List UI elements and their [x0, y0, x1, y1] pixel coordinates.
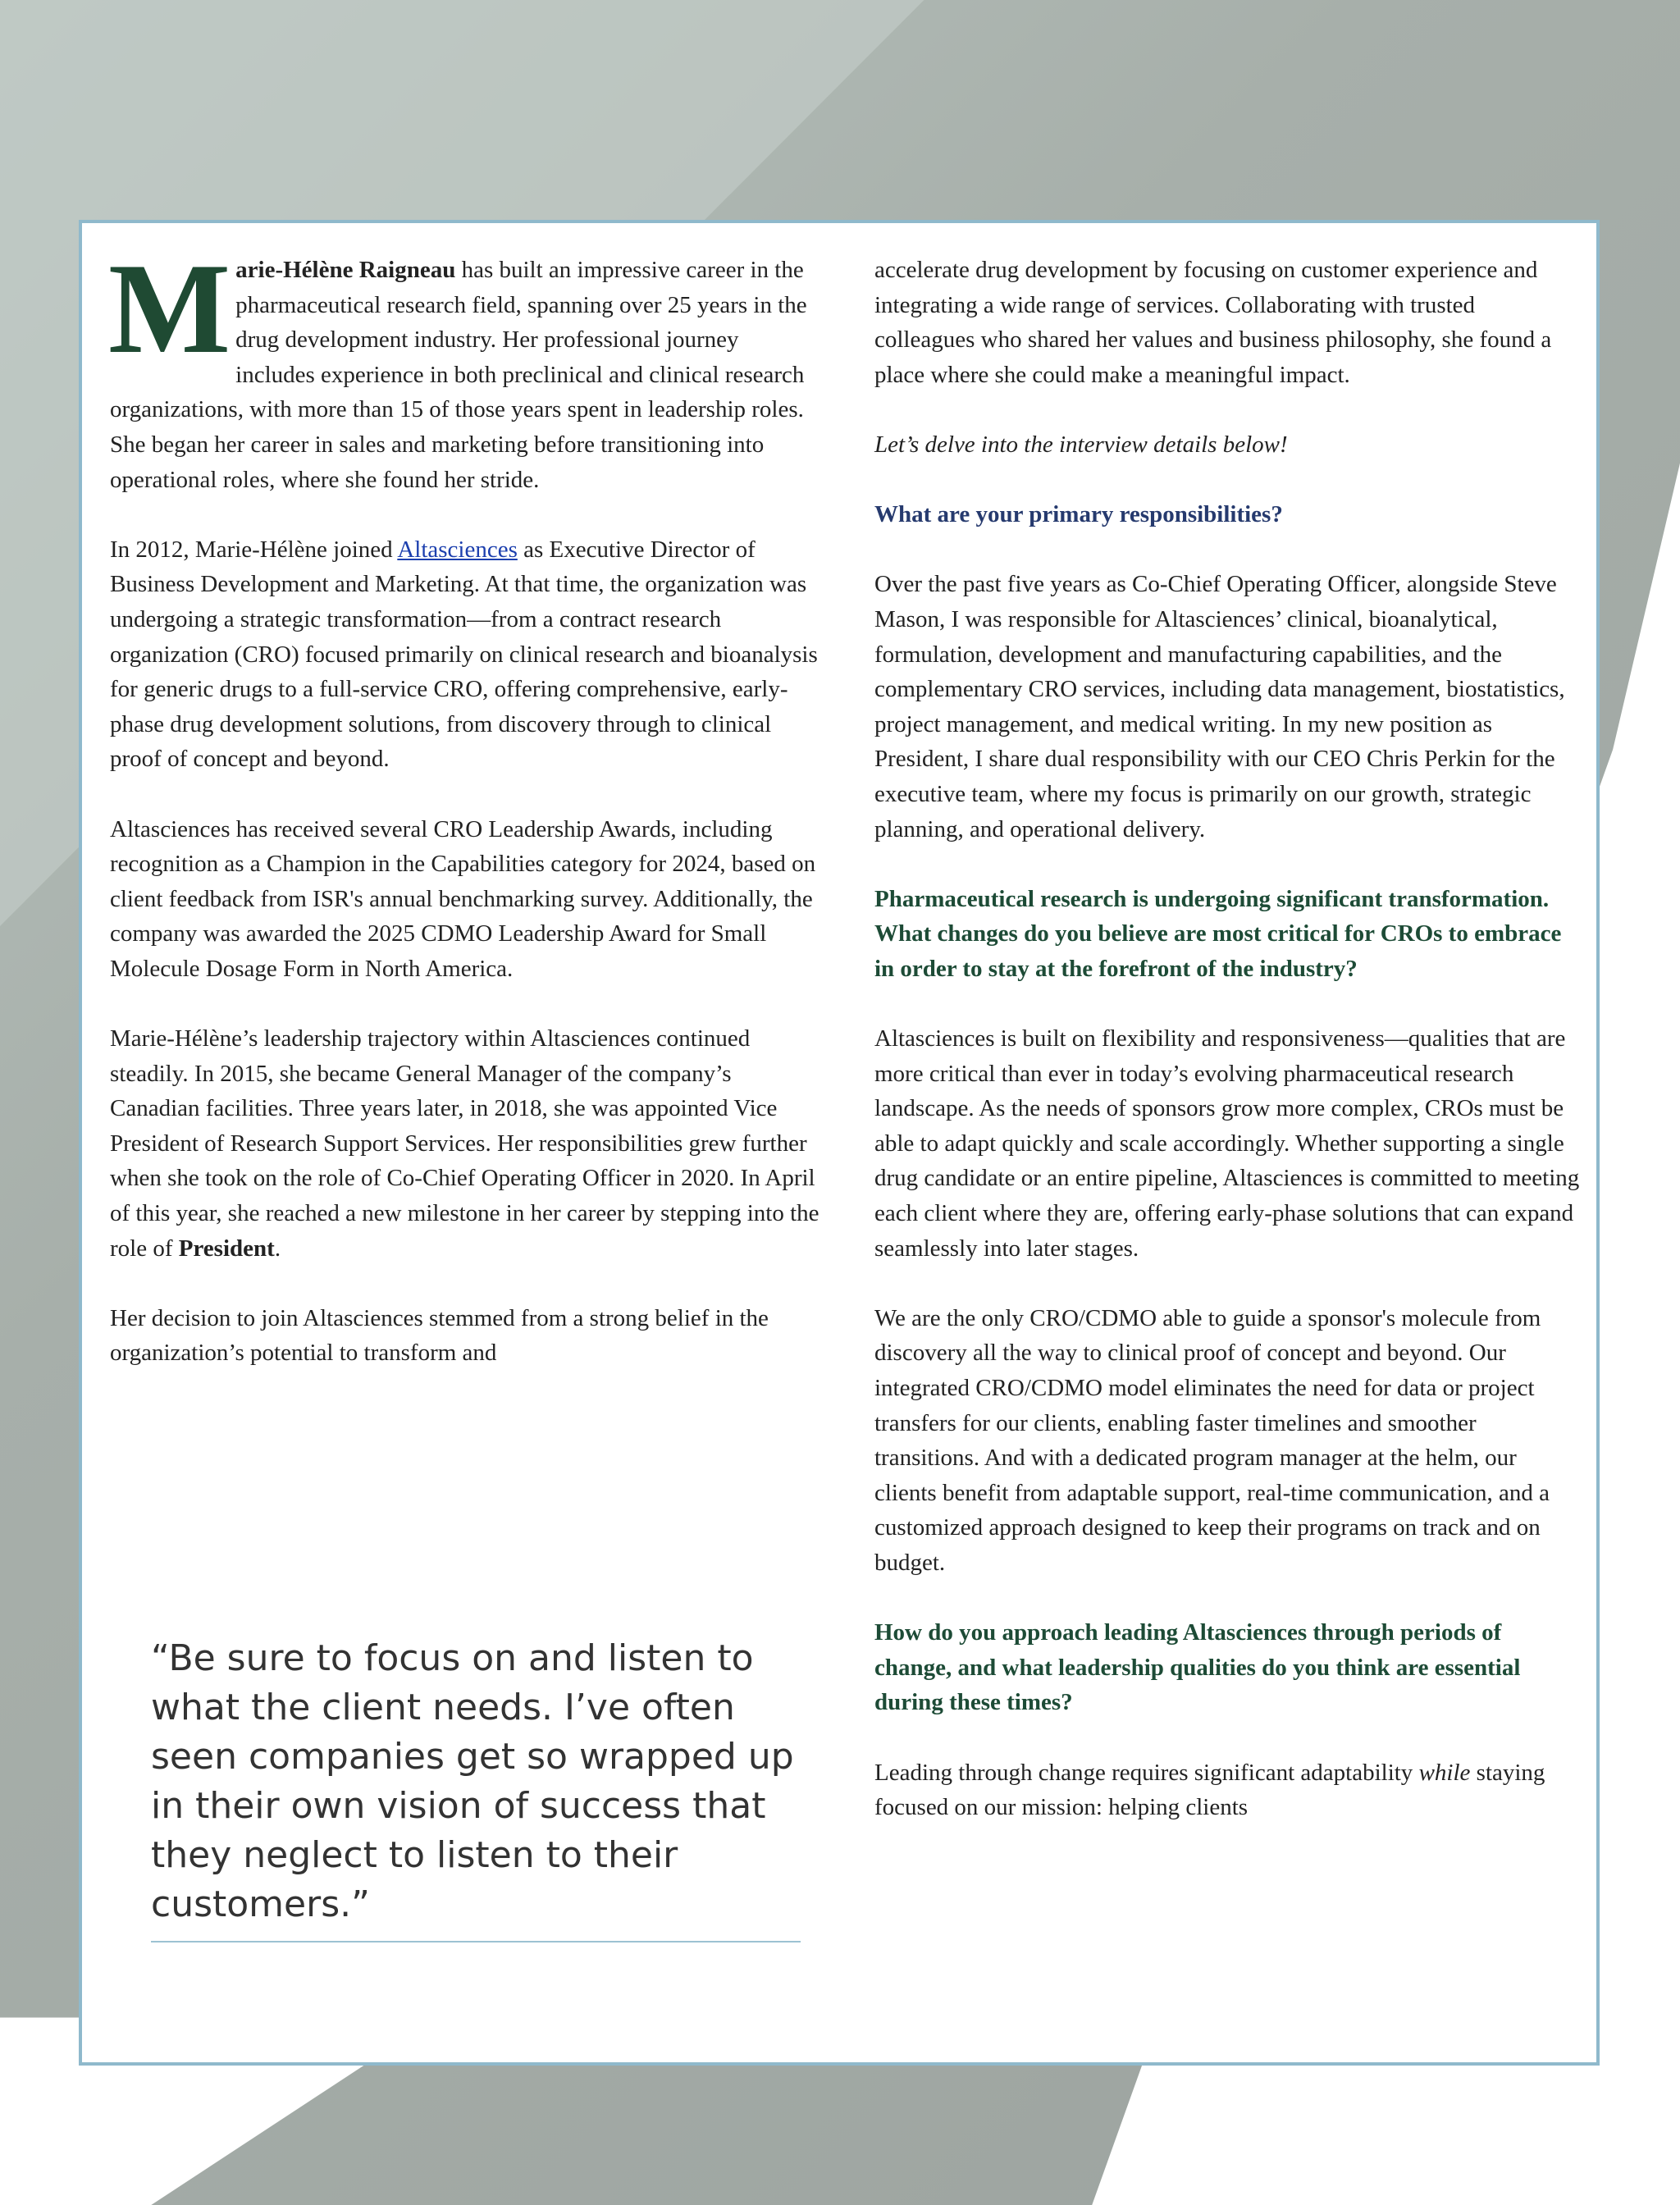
paragraph-trajectory-post: .: [274, 1235, 281, 1262]
answer-leadership: [874, 1755, 1580, 1825]
article-card: [79, 220, 1600, 2066]
paragraph-trajectory: [110, 1021, 820, 1266]
answer-leadership-italic: while: [1418, 1759, 1471, 1786]
right-column: [874, 253, 1580, 1860]
paragraph-joined: [110, 532, 820, 777]
answer-leadership-pre: Leading through change requires significant adaptability: [874, 1759, 1419, 1786]
paragraph-continued: accelerate drug development by focusing on customer experience and integrating a wide range of services. Collaborating with trusted colleagues who shared her values and business philosophy, she found a place where she could make a meaningful impact.: [874, 257, 1552, 388]
answer-leadership-post: staying focused on our mission: helping clients: [874, 1759, 1545, 1821]
answer-cro-cdmo: We are the only CRO/CDMO able to guide a sponsor's molecule from discovery all the way to clinical proof of concept and beyond. Our integrated CRO/CDMO model eliminates the need for data or project transfers for our clients, enabling faster timelines and smoother transitions. And with a dedicated program manager at the helm, our clients benefit from adaptable support, real-time communication, and a customized approach designed to keep their programs on track and on budget.: [874, 1304, 1550, 1576]
paragraph-decision: Her decision to join Altasciences stemmed from a strong belief in the organization’s potential to transform and: [110, 1304, 769, 1367]
altasciences-link[interactable]: Altasciences: [397, 536, 518, 563]
president-bold: President: [178, 1235, 275, 1262]
paragraph-awards: Altasciences has received several CRO Leadership Awards, including recognition as a Champion in the Capabilities category for 2024, based on client feedback from ISR's annual benchmarking survey. Additionally, the company was awarded the 2025 CDMO Leadership Award for Small Molecule Dosage Form in North America.: [110, 815, 816, 982]
paragraph-joined-pre: In 2012, Marie-Hélène joined: [110, 536, 398, 563]
drop-cap: M: [108, 237, 231, 381]
answer-transformation: Altasciences is built on flexibility and responsiveness—qualities that are more critical than ever in today’s evolving pharmaceutical research landscape. As the needs of sponsors grow more complex, CROs must be able to adapt quickly and scale accordingly. Whether supporting a single drug candidate or an entire pipeline, Altasciences is committed to meeting each client where they are, offering early-phase solutions that can expand seamlessly into later stages.: [874, 1025, 1580, 1262]
question-leadership: How do you approach leading Altasciences through periods of change, and what leadership qualities do you think are essential during these times?: [874, 1619, 1521, 1716]
intro-paragraph: [108, 237, 820, 497]
question-responsibilities: What are your primary responsibilities?: [874, 501, 1283, 528]
interview-intro: Let’s delve into the interview details below!: [874, 431, 1288, 458]
question-transformation: Pharmaceutical research is undergoing significant transformation. What changes do you believe are most critical for CROs to embrace in order to stay at the forefront of the industry?: [874, 885, 1562, 982]
paragraph-joined-post: as Executive Director of Business Development and Marketing. At that time, the organization was undergoing a strategic transformation—from a contract research organization (CRO) focused primarily on clinical research and bioanalysis for generic drugs to a full-service CRO, offering comprehensive, early-phase drug development solutions, from discovery through to clinical proof of concept and beyond.: [110, 536, 818, 773]
subject-name: arie-Hélène Raigneau: [235, 257, 456, 283]
left-column: [108, 237, 820, 1406]
intro-text: has built an impressive career in the pharmaceutical research field, spanning over 25 years in the drug development industry. Her professional journey includes experience in both preclinical and clinical research organizations, with more than 15 of those years spent in leadership roles. She began her career in sales and marketing before transitioning into operational roles, where she found her stride.: [110, 257, 807, 493]
pull-quote: “Be sure to focus on and listen to what the client needs. I’ve often seen companies get so wrapped up in their own vision of success that they neglect to listen to their customers.”: [151, 1634, 801, 1942]
paragraph-trajectory-pre: Marie-Hélène’s leadership trajectory within Altasciences continued steadily. In 2015, she became General Manager of the company’s Canadian facilities. Three years later, in 2018, she was appointed Vice President of Research Support Services. Her responsibilities grew further when she took on the role of Co-Chief Operating Officer in 2020. In April of this year, she reached a new milestone in her career by stepping into the role of: [110, 1025, 819, 1262]
answer-responsibilities: Over the past five years as Co-Chief Operating Officer, alongside Steve Mason, I was responsible for Altasciences’ clinical, bioanalytical, formulation, development and manufacturing capabilities, and the complementary CRO services, including data management, biostatistics, project management, and medical writing. In my new position as President, I share dual responsibility with our CEO Chris Perkin for the executive team, where my focus is primarily on our growth, strategic planning, and operational delivery.: [874, 571, 1565, 842]
